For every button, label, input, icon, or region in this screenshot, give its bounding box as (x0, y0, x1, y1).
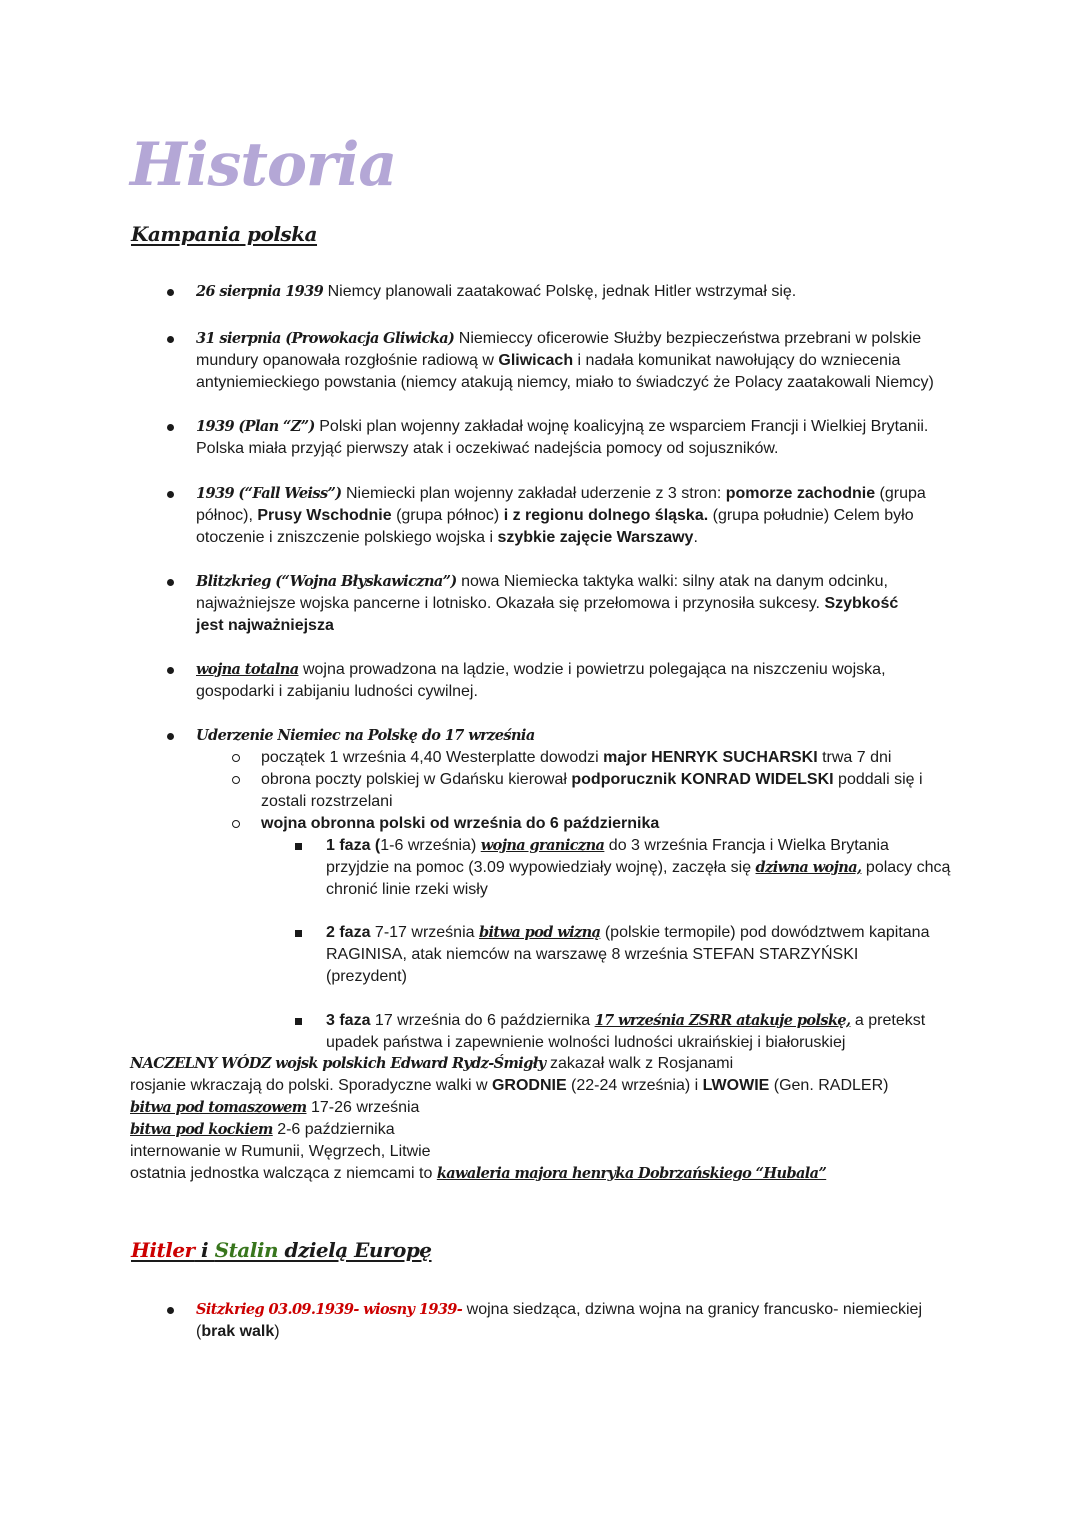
bullet-icon (167, 424, 174, 431)
square-bullet-icon (295, 1018, 302, 1025)
list-item: 26 sierpnia 1939 Niemcy planowali zaatakować Polskę, jednak Hitler wstrzymał się. (196, 281, 1026, 303)
paragraph: bitwa pod tomaszowem 17-26 września (130, 1099, 420, 1116)
bullet-icon (167, 579, 174, 586)
circle-bullet-icon (232, 776, 240, 784)
phase-item: 3 faza 17 września do 6 października 17 września ZSRR atakuje polskę, a pretekst upadek państwa i zapewnienie wolności ludności ukraińskiej i białoruskiej (326, 1010, 956, 1054)
paragraph: bitwa pod kockiem 2-6 października (130, 1121, 395, 1138)
paragraph: rosjanie wkraczają do polski. Sporadyczne walki w GRODNIE (22-24 września) i LWOWIE (Gen. RADLER) (130, 1077, 889, 1094)
sub-list-item: początek 1 września 4,40 Westerplatte dowodzi major HENRYK SUCHARSKI trwa 7 dni (261, 747, 961, 769)
bullet-icon (167, 733, 174, 740)
bullet-icon (167, 491, 174, 498)
paragraph: ostatnia jednostka walcząca z niemcami to kawaleria majora henryka Dobrzańskiego “Hubala” (130, 1165, 827, 1182)
list-item: Blitzkrieg (“Wojna Błyskawiczna”) nowa Niemiecka taktyka walki: silny atak na danym odcinku, najważniejsze wojska pancerne i lotnisko. Okazała się przełomowa i przynosiła sukcesy. Szybkość jest najważniejsza (196, 571, 926, 637)
square-bullet-icon (295, 843, 302, 850)
list-item: wojna totalna wojna prowadzona na lądzie, wodzie i powietrzu polegająca na niszczeniu wojska, gospodarki i zabijaniu ludności cywilnej. (196, 659, 906, 703)
bullet-icon (167, 667, 174, 674)
sub-list-item: wojna obronna polski od września do 6 października (261, 813, 961, 835)
list-item: 1939 (Plan “Z”) Polski plan wojenny zakładał wojnę koalicyjną ze wsparciem Francji i Wielkiej Brytanii. Polska miała przyjąć pierwszy atak i oczekiwać nadejścia pomocy od sojuszników. (196, 416, 936, 460)
list-item: 31 sierpnia (Prowokacja Gliwicka) Niemieccy oficerowie Służby bezpieczeństwa przebrani w polskie mundury opanowała rozgłośnie radiową w Gliwicach i nadała komunikat nawołujący do wzniecenia antyniemieckiego powstania (niemcy atakują niemcy, miało to świadczyć że Polacy zaatakowali Niemcy) (196, 328, 956, 394)
circle-bullet-icon (232, 754, 240, 762)
section-heading-kampania-polska: Kampania polska (131, 222, 318, 246)
paragraph: NACZELNY WÓDZ wojsk polskich Edward Rydz-Śmigły zakazał walk z Rosjanami (130, 1055, 734, 1072)
bullet-icon (167, 289, 174, 296)
sub-list-item: obrona poczty polskiej w Gdańsku kierował podporucznik KONRAD WIDELSKI poddali się i zostali rozstrzelani (261, 769, 951, 813)
section-heading-hitler-i-stalin: Hitler i Stalin dzielą Europę (131, 1238, 432, 1262)
square-bullet-icon (295, 930, 302, 937)
list-item: Uderzenie Niemiec na Polskę do 17 września (196, 725, 1026, 747)
bullet-icon (167, 336, 174, 343)
bullet-icon (167, 1307, 174, 1314)
page-title: Historia (130, 130, 397, 200)
list-item: 1939 (“Fall Weiss”) Niemiecki plan wojenny zakładał uderzenie z 3 stron: pomorze zachodnie (grupa północ), Prusy Wschodnie (grupa północ) i z regionu dolnego śląska. (grupa południe) Celem było otoczenie i zniszczenie polskiego wojska i szybkie zajęcie Warszawy. (196, 483, 941, 549)
paragraph: internowanie w Rumunii, Węgrzech, Litwie (130, 1143, 431, 1160)
phase-item: 1 faza (1-6 września) wojna graniczna do 3 września Francja i Wielka Brytania przyjdzie na pomoc (3.09 wypowiedziały wojnę), zaczęła się dziwna wojna, polacy chcą chronić linie rzeki wisły (326, 835, 956, 901)
list-item: Sitzkrieg 03.09.1939- wiosny 1939- wojna siedząca, dziwna wojna na granicy francusko- niemieckiej (brak walk) (196, 1299, 956, 1343)
circle-bullet-icon (232, 820, 240, 828)
phase-item: 2 faza 7-17 września bitwa pod wizną (polskie termopile) pod dowództwem kapitana RAGINISA, atak niemców na warszawę 8 września STEFAN STARZYŃSKI (prezydent) (326, 922, 936, 988)
